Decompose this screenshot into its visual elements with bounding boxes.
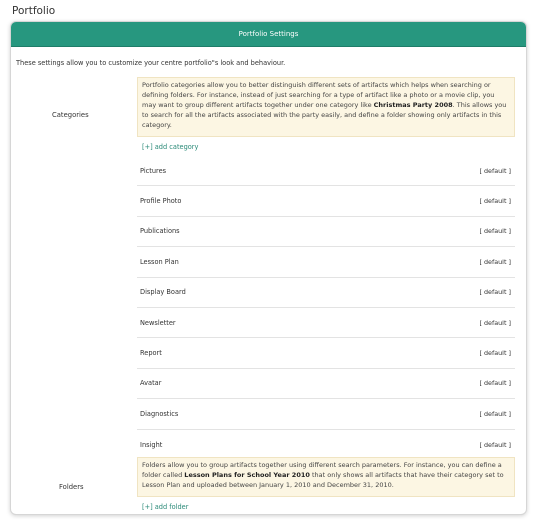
category-row <box>137 369 515 399</box>
folders-notice-text: Folders allow you to group artifacts together using different search parameters. For instance, you can define a folder called <box>142 461 502 479</box>
category-name: Report <box>140 349 162 358</box>
folders-notice-example: Lesson Plans for School Year 2010 <box>184 471 310 479</box>
folders-notice-text-end: that only shows all artifacts that have their category set to Lesson Plan and uploaded between January 1, 2010 and December 31, 2010. <box>142 471 504 489</box>
settings-intro-text: These settings allow you to customize your centre portfolio"s look and behaviour. <box>16 59 286 67</box>
category-default-link[interactable]: [ default ] <box>479 379 511 388</box>
category-name: Pictures <box>140 166 167 175</box>
categories-notice-text-end: . This allows you to search for all the artifacts associated with the party easily, and define a folder showing only artifacts in this category. <box>142 101 507 129</box>
category-name: Publications <box>140 227 180 236</box>
category-default-link[interactable]: [ default ] <box>479 166 511 175</box>
add-category-link[interactable]: [+] add category <box>142 143 199 151</box>
category-row <box>137 247 515 277</box>
category-default-link[interactable]: [ default ] <box>479 197 511 206</box>
category-default-link[interactable]: [ default ] <box>479 440 511 449</box>
folders-label: Folders <box>59 483 84 491</box>
category-row <box>137 308 515 338</box>
category-name: Avatar <box>140 379 162 388</box>
category-name: Display Board <box>140 288 186 297</box>
category-default-link[interactable]: [ default ] <box>479 257 511 266</box>
category-default-link[interactable]: [ default ] <box>479 288 511 297</box>
categories-notice-text: Portfolio categories allow you to better distinguish different sets of artifacts which helps when searching or defining folders. For instance, instead of just searching for a type of artifact like a photo or a movie clip, you may want to group different artifacts together under one category like <box>142 81 495 109</box>
category-row <box>137 186 515 216</box>
panel-header: Portfolio Settings <box>11 22 526 47</box>
category-default-link[interactable]: [ default ] <box>479 349 511 358</box>
category-row <box>137 338 515 368</box>
category-row <box>137 217 515 247</box>
categories-label: Categories <box>52 111 89 119</box>
category-name: Profile Photo <box>140 197 182 206</box>
categories-notice-example: Christmas Party 2008 <box>373 101 453 109</box>
category-row <box>137 430 515 460</box>
category-name: Newsletter <box>140 318 176 327</box>
category-default-link[interactable]: [ default ] <box>479 318 511 327</box>
category-default-link[interactable]: [ default ] <box>479 409 511 418</box>
categories-notice <box>137 77 515 137</box>
category-name: Diagnostics <box>140 409 179 418</box>
category-list <box>137 156 515 460</box>
category-name: Lesson Plan <box>140 257 179 266</box>
portfolio-settings-panel <box>10 21 527 515</box>
category-name: Insight <box>140 440 163 449</box>
category-row <box>137 399 515 429</box>
category-row <box>137 156 515 186</box>
category-row <box>137 278 515 308</box>
add-folder-link[interactable]: [+] add folder <box>142 503 189 511</box>
page-title: Portfolio <box>12 5 56 17</box>
category-default-link[interactable]: [ default ] <box>479 227 511 236</box>
folders-notice <box>137 457 515 497</box>
